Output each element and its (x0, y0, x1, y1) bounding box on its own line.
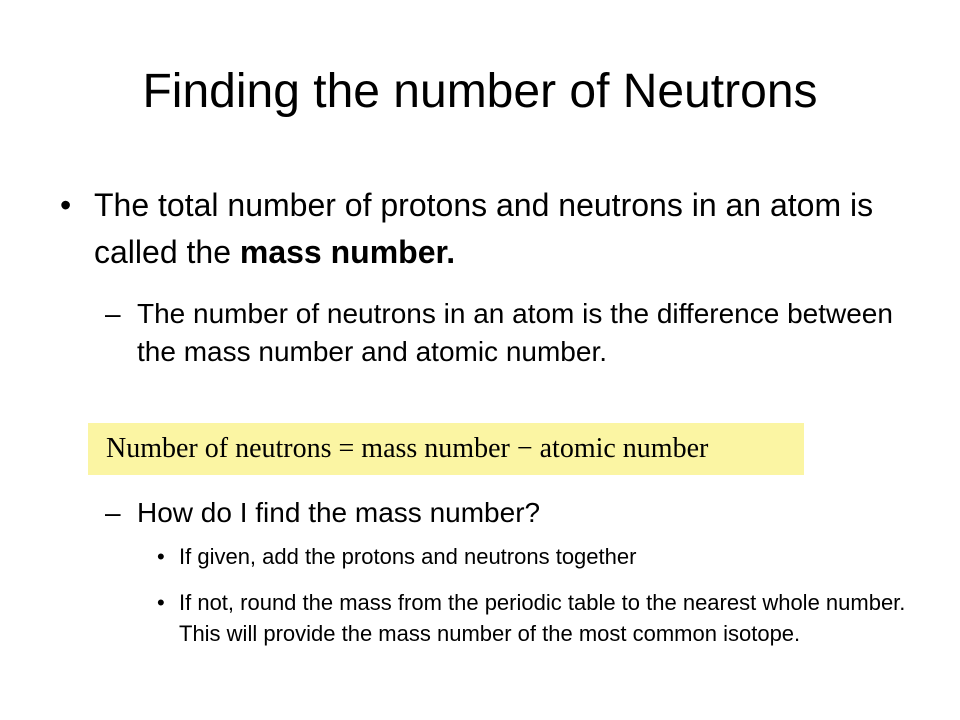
bullet-mass-number (60, 182, 920, 276)
sub-sub-bullet-given (157, 541, 917, 572)
bullet-text (94, 182, 920, 276)
slide-title: Finding the number of Neutrons (142, 65, 818, 118)
sub-sub-bullet-round-mass (157, 587, 917, 649)
sub-sub-bullet-text: If given, add the protons and neutrons together (179, 544, 637, 569)
bullet-marker: • (157, 544, 165, 569)
formula-box: Number of neutrons = mass number − atomic number (88, 423, 804, 475)
sub-bullet-find-mass-number (105, 494, 905, 532)
dash-marker: – (105, 497, 121, 528)
bullet-marker: • (60, 187, 72, 223)
sub-bullet-neutron-difference (105, 295, 905, 371)
sub-bullet-text: How do I find the mass number? (137, 497, 541, 528)
sub-sub-bullet-text: If not, round the mass from the periodic table to the nearest whole number. This will provide the mass number of the most common isotope. (179, 590, 906, 646)
bullet-text-plain: The total number of protons and neutrons in an atom is called the (94, 187, 874, 270)
dash-marker: – (105, 298, 121, 329)
sub-bullet-text: The number of neutrons in an atom is the difference between the mass number and atomic number. (137, 298, 893, 367)
bullet-text-bold: mass number. (239, 234, 456, 270)
bullet-marker: • (157, 590, 165, 615)
